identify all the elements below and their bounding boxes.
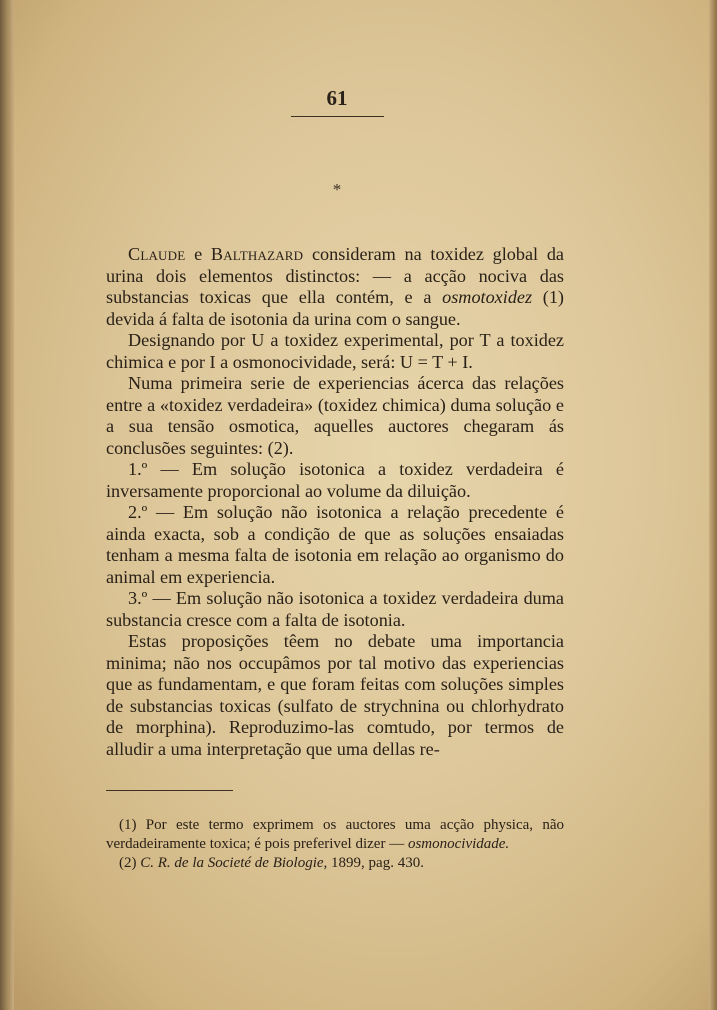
paragraph: 2.º — Em solução não isotonica a relação precedente é ainda exacta, sob a condição de que as soluções ensaiadas tenham a mesma falta de isotonia em relação ao organismo do animal em experiencia. — [106, 502, 564, 587]
italic-term: osmotoxidez — [442, 287, 533, 307]
paragraph: 3.º — Em solução não isotonica a toxidez verdadeira duma substancia cresce com a falta de isotonia. — [106, 588, 564, 630]
footnote-rule — [106, 790, 233, 791]
footnote-marker: (1) — [119, 817, 137, 833]
paragraph: Designando por U a toxidez experimental, por T a toxidez chimica e por I a osmonocividade, será: U = T + I. — [106, 330, 564, 372]
paragraph: 1.º — Em solução isotonica a toxidez verdadeira é inversamente proporcional ao volume da diluição. — [106, 459, 564, 501]
footnotes — [106, 816, 564, 873]
page-spine-shadow — [0, 0, 14, 1010]
author-name: Balthazard — [210, 244, 304, 264]
footnote-marker: (2) — [119, 855, 137, 871]
footnote: (1) Por este termo exprimem os auctores uma acção physica, não verdadeiramente toxica; é pois preferivel dizer — osmonocividade. — [106, 817, 564, 852]
author-name: Claude — [128, 244, 186, 264]
paragraph: Numa primeira serie de experiencias ácerca das relações entre a «toxidez verdadeira» (toxidez chimica) duma solução e a sua tensão osmotica, aquelles auctores chegaram ás conclusões seguintes: (2). — [106, 373, 564, 458]
page-edge-shadow — [709, 0, 717, 1010]
header-rule — [291, 116, 384, 117]
page-number: 61 — [326, 86, 348, 110]
body-text — [106, 244, 564, 760]
footnote: (2) C. R. de la Societé de Biologie, 1899, pag. 430. — [119, 855, 424, 871]
paragraph: Estas proposições têem no debate uma importancia minima; não nos occupâmos por tal motivo das experiencias que as fundamentam, e que foram feitas com soluções simples de substancias toxicas (sulfato de strychnina ou chlorhydrato de morphina). Reproduzimo-las comtudo, por termos de alludir a uma interpretação que uma dellas re- — [106, 631, 564, 759]
asterisk-ornament: * — [332, 180, 342, 199]
paragraph: Claude e Balthazard consideram na toxidez global da urina dois elementos distinctos: — a acção nociva das substancias toxicas que ella contém, e a osmotoxidez (1) devida á falta de isotonia da urina com o sangue. — [106, 244, 564, 329]
